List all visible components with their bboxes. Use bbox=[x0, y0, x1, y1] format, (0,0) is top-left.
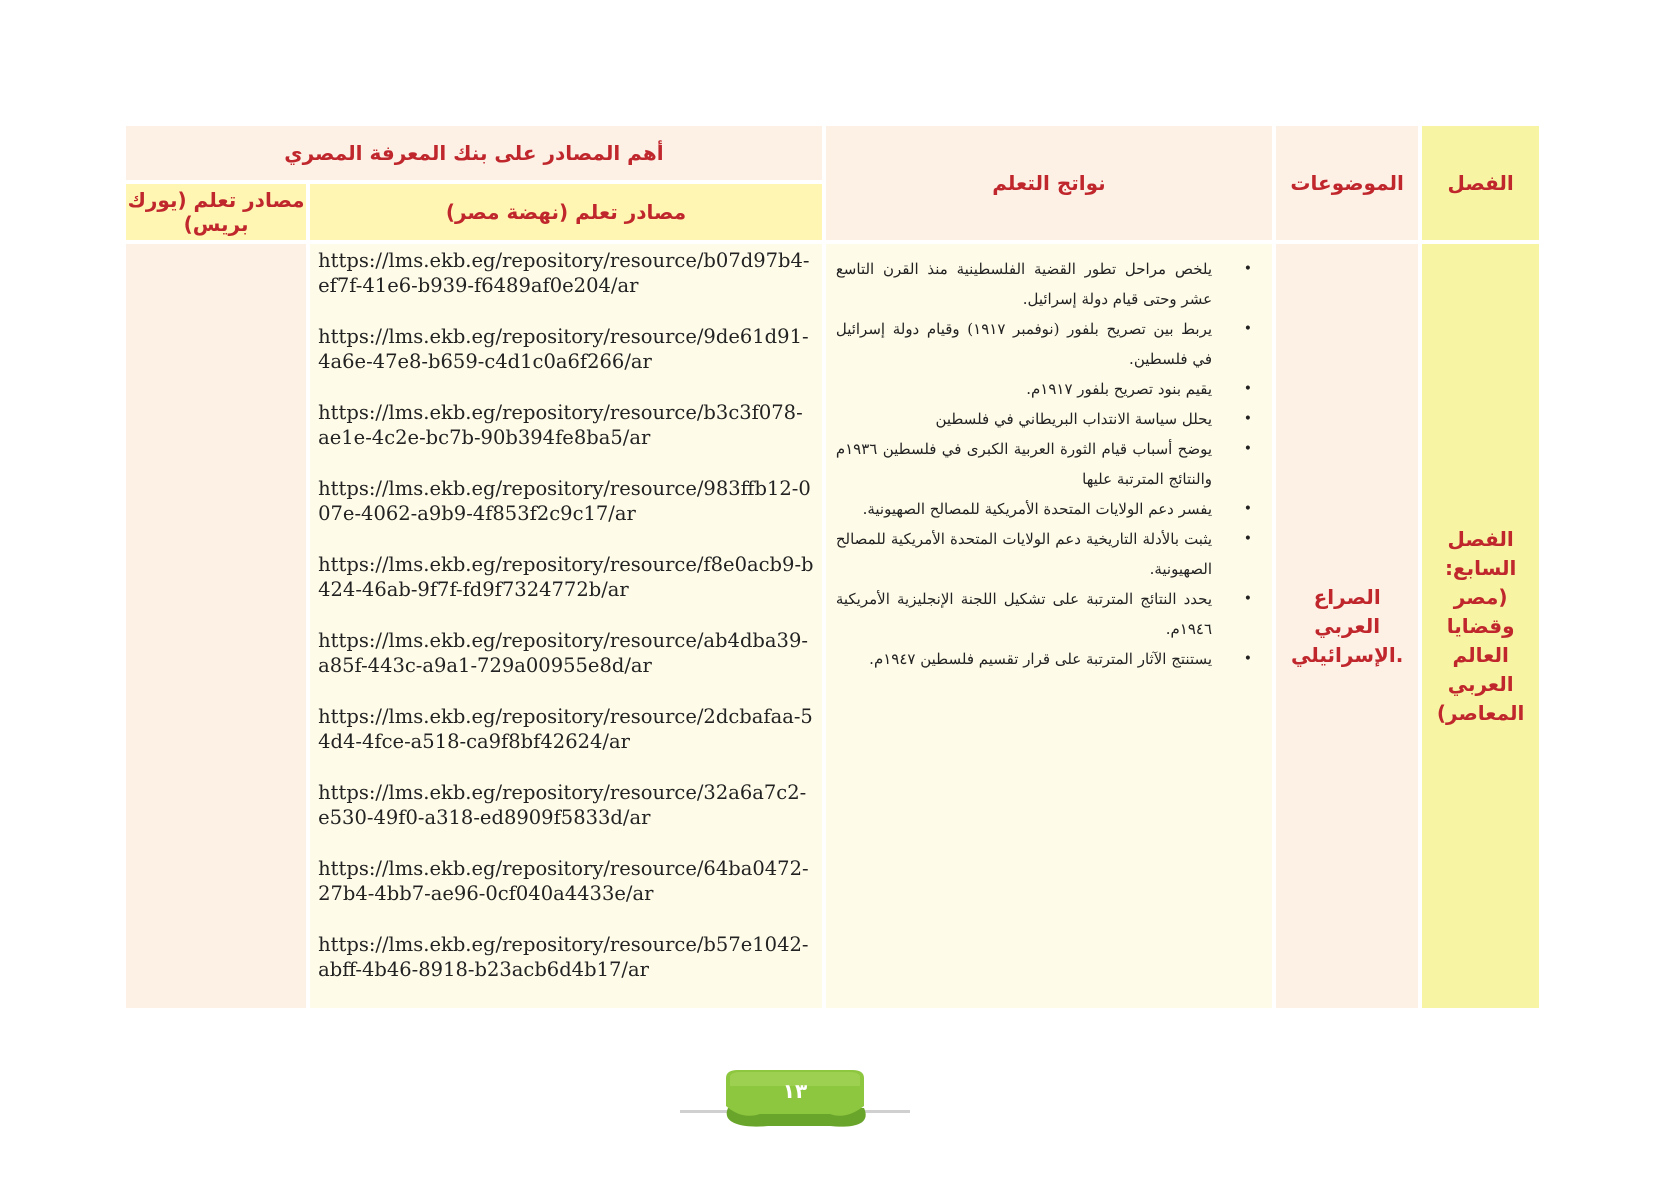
topic-cell bbox=[1276, 244, 1418, 1008]
resource-link[interactable]: https://lms.ekb.eg/repository/resource/2dcbafaa-54d4-4fce-a518-ca9f8bf42624/ar bbox=[318, 705, 813, 753]
resource-link[interactable]: https://lms.ekb.eg/repository/resource/64ba0472-27b4-4bb7-ae96-0cf040a4433e/ar bbox=[318, 857, 809, 905]
header-chapter: الفصل bbox=[1422, 126, 1539, 240]
header-sources-nahdet-misr: مصادر تعلم (نهضة مصر) bbox=[310, 184, 822, 240]
learning-outcome-item: • يربط بين تصريح بلفور (نوفمبر ١٩١٧) وقيام دولة إسرائيل في فلسطين. bbox=[836, 314, 1252, 374]
resource-link[interactable]: https://lms.ekb.eg/repository/resource/983ffb12-007e-4062-a9b9-4f853f2c9c17/ar bbox=[318, 477, 811, 525]
resource-link[interactable]: https://lms.ekb.eg/repository/resource/9de61d91-4a6e-47e8-b659-c4d1c0a6f266/ar bbox=[318, 325, 809, 373]
resource-link[interactable]: https://lms.ekb.eg/repository/resource/b07d97b4-ef7f-41e6-b939-f6489af0e204/ar bbox=[318, 249, 810, 297]
learning-outcome-item: • يفسر دعم الولايات المتحدة الأمريكية للمصالح الصهيونية. bbox=[836, 494, 1252, 524]
learning-outcome-item: • يحلل سياسة الانتداب البريطاني في فلسطين bbox=[836, 404, 1252, 434]
resource-link[interactable]: https://lms.ekb.eg/repository/resource/b3c3f078-ae1e-4c2e-bc7b-90b394fe8ba5/ar bbox=[318, 401, 803, 449]
learning-outcome-item: • يستنتج الآثار المترتبة على قرار تقسيم فلسطين ١٩٤٧م. bbox=[836, 644, 1252, 674]
header-learning-outcomes: نواتج التعلم bbox=[826, 126, 1272, 240]
learning-outcome-item: • يقيم بنود تصريح بلفور ١٩١٧م. bbox=[836, 374, 1252, 404]
learning-outcome-item: • يلخص مراحل تطور القضية الفلسطينية منذ القرن التاسع عشر وحتى قيام دولة إسرائيل. bbox=[836, 254, 1252, 314]
topic-text: الصراع العربي الإسرائيلي. bbox=[1290, 584, 1404, 667]
resource-link[interactable]: https://lms.ekb.eg/repository/resource/f8e0acb9-b424-46ab-9f7f-fd9f7324772b/ar bbox=[318, 553, 814, 601]
resource-link[interactable]: https://lms.ekb.eg/repository/resource/32a6a7c2-e530-49f0-a318-ed8909f5833d/ar bbox=[318, 781, 807, 829]
learning-outcomes-list bbox=[826, 244, 1272, 684]
learning-outcome-item: • يحدد النتائج المترتبة على تشكيل اللجنة الإنجليزية الأمريكية ١٩٤٦م. bbox=[836, 584, 1252, 644]
curriculum-table bbox=[122, 122, 1543, 1012]
nahdet-misr-sources-cell bbox=[310, 244, 822, 1008]
learning-outcomes-cell bbox=[826, 244, 1272, 1008]
header-sources-main: أهم المصادر على بنك المعرفة المصري bbox=[126, 126, 822, 180]
learning-outcome-item: • يوضح أسباب قيام الثورة العربية الكبرى في فلسطين ١٩٣٦م والنتائج المترتبة عليها bbox=[836, 434, 1252, 494]
learning-outcome-item: • يثبت بالأدلة التاريخية دعم الولايات المتحدة الأمريكية للمصالح الصهيونية. bbox=[836, 524, 1252, 584]
york-press-sources-cell bbox=[126, 244, 306, 1008]
header-topics: الموضوعات bbox=[1276, 126, 1418, 240]
resource-link[interactable]: https://lms.ekb.eg/repository/resource/b57e1042-abff-4b46-8918-b23acb6d4b17/ar bbox=[318, 933, 809, 981]
page-number: ١٣ bbox=[782, 1079, 808, 1103]
resource-links-list bbox=[310, 244, 822, 982]
header-sources-york-press: مصادر تعلم (يورك بريس) bbox=[126, 184, 306, 240]
chapter-cell bbox=[1422, 244, 1539, 1008]
chapter-text: الفصل السابع: (مصر وقضايا العالم العربي المعاصر) bbox=[1436, 526, 1525, 725]
resource-link[interactable]: https://lms.ekb.eg/repository/resource/ab4dba39-a85f-443c-a9a1-729a00955e8d/ar bbox=[318, 629, 808, 677]
